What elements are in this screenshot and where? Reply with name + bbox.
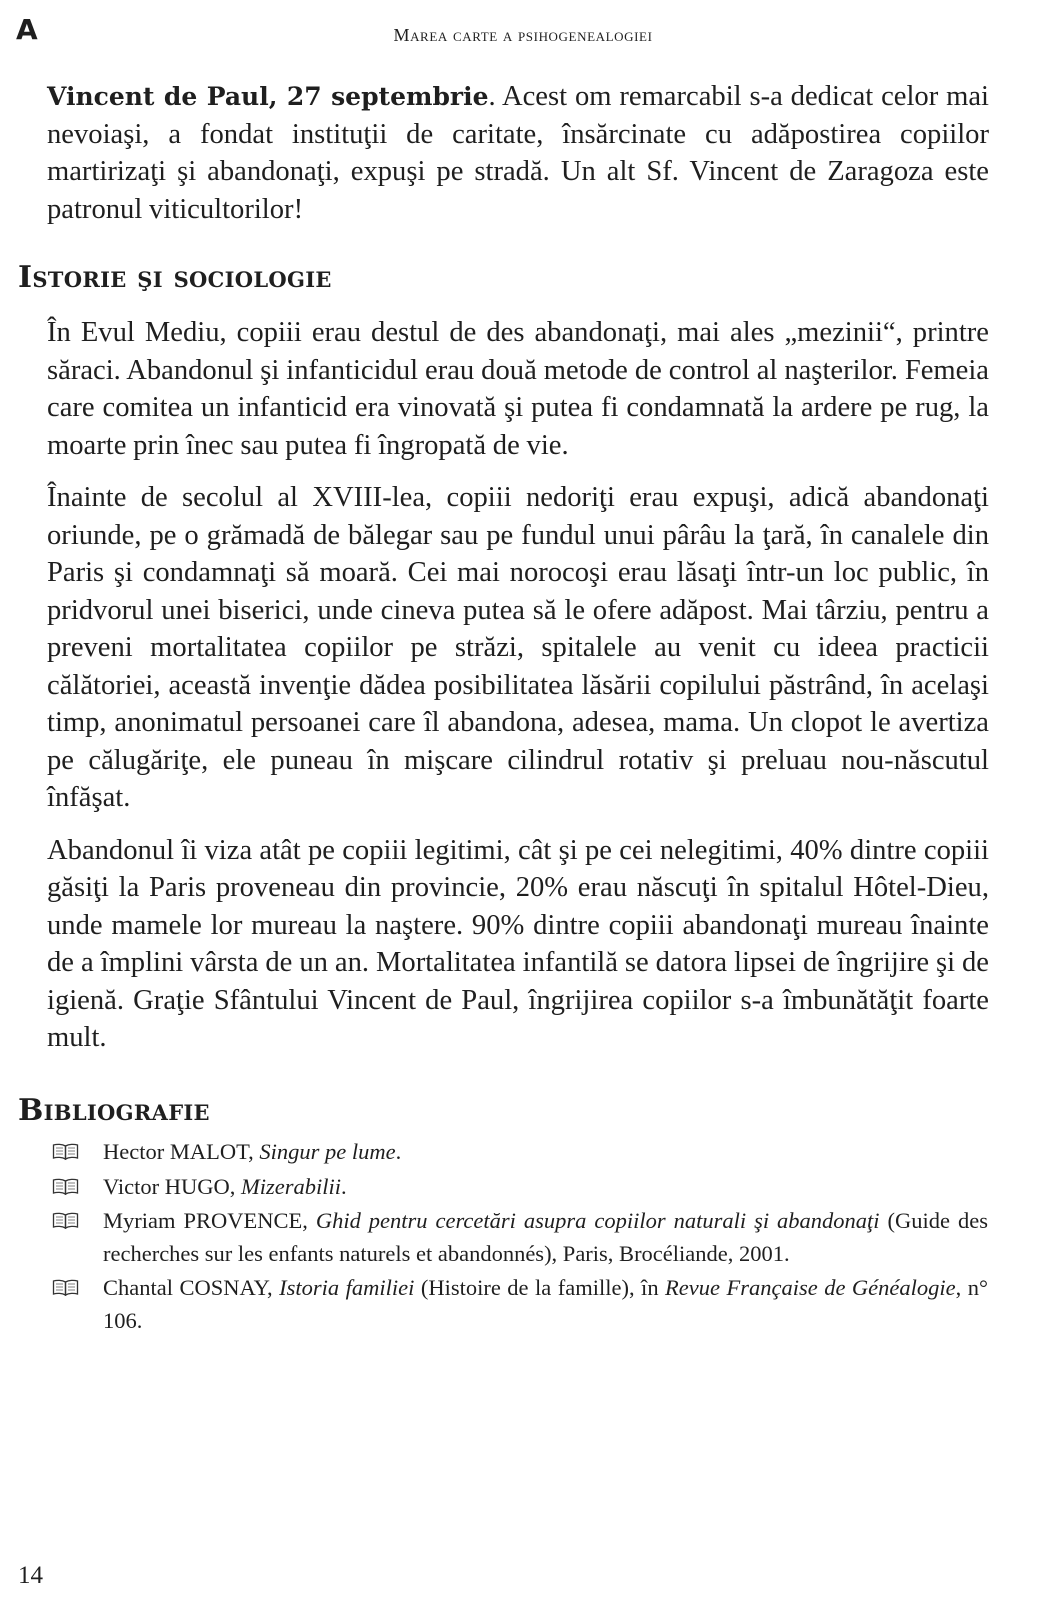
history-section — [47, 314, 989, 1057]
book-icon — [52, 1212, 79, 1230]
bibliography-item — [52, 1136, 988, 1169]
bibliography-item — [52, 1205, 988, 1270]
bib-middle: (Histoire de la famille), în — [414, 1275, 666, 1300]
intro-lead: Vincent de Paul, 27 septembrie — [47, 82, 489, 111]
bib-rest: . — [395, 1139, 402, 1164]
bib-author: Hector MALOT, — [103, 1139, 260, 1164]
bib-title: Singur pe lume — [259, 1139, 396, 1164]
history-paragraph-2: Înainte de secolul al XVIII-lea, copiii nedoriţi erau expuşi, adică abandonaţi oriunde, pe o grămadă de bălegar sau pe fundul unui pârâu la ţară, în canalele din Paris şi condamnaţi să moară. Cei mai norocoşi erau lăsaţi într-un loc public, în pridvorul unei biserici, unde cineva putea să le ofere adăpost. Mai târziu, pentru a preveni mortalitatea copiilor pe străzi, spitalele au venit cu ideea practicii călătoriei, această invenţie dădea posibilitatea lăsării copilului păstrând, în acelaşi timp, anonimatul persoanei care îl abandona, adesea, mama. Un clopot le avertiza pe călugăriţe, ele puneau în mişcare cilindrul rotativ şi preluau nou-născutul înfăşat. — [47, 482, 989, 813]
history-paragraph-3: Abandonul îi viza atât pe copiii legitimi, cât şi pe cei nelegitimi, 40% dintre copiii găsiţi la Paris proveneau din provincie, 20% erau născuţi în spitalul Hôtel-Dieu, unde mamele lor mureau la naştere. 90% dintre copiii abandonaţi mureau înainte de a împlini vârsta de un an. Mortalitatea infantilă se datora lipsei de îngrijire şi de igienă. Graţie Sfântului Vincent de Paul, îngrijirea copiilor s-a îmbunătăţit foarte mult. — [47, 834, 989, 1053]
section-heading-bibliography: Bibliografie — [18, 1093, 210, 1128]
bib-author: Victor HUGO, — [103, 1173, 241, 1199]
page-number: 14 — [18, 1562, 43, 1589]
book-icon — [52, 1143, 79, 1161]
bib-title: Ghid pentru cercetări asupra copiilor naturali şi abandonaţi — [315, 1208, 880, 1233]
running-header: Marea carte a psihogenealogiei — [393, 25, 653, 45]
intro-paragraph — [47, 78, 989, 228]
history-paragraph-1: În Evul Mediu, copiii erau destul de des abandonaţi, mai ales „mezinii“, printre săraci. Abandonul şi infanticidul erau două metode de control al naşterilor. Femeia care comitea un infanticid era vinovată şi putea fi condamnată la ardere pe rug, la moarte prin înec sau putea fi îngropată de vie. — [47, 317, 989, 461]
bib-author: Myriam PROVENCE, — [103, 1208, 316, 1233]
book-icon — [52, 1178, 79, 1196]
book-icon — [52, 1279, 79, 1297]
bibliography-item — [52, 1272, 988, 1337]
bib-rest: (Guide des recherches sur les enfants naturels et abandonnés), Paris, Brocéliande, 2001. — [103, 1208, 988, 1266]
intro-block — [47, 78, 989, 228]
bib-title: Istoria familiei — [279, 1275, 415, 1300]
bibliography-item — [52, 1171, 988, 1204]
chapter-letter: A — [16, 13, 38, 46]
section-heading-history: Istorie şi sociologie — [18, 260, 332, 295]
intro-text: . Acest om remarcabil s-a dedicat celor mai nevoiaşi, a fondat instituţii de caritate, însărcinate cu adăpostirea copiilor martirizaţi şi abandonaţi, expuşi pe stradă. Un alt Sf. Vincent de Zaragoza este patronul viticultorilor! — [47, 81, 990, 225]
bib-title: Mizerabilii — [241, 1173, 341, 1199]
bib-journal: Revue Française de Généalogie — [665, 1275, 956, 1300]
bibliography-list — [52, 1136, 988, 1339]
bib-rest: , n° 106. — [103, 1275, 988, 1333]
bib-rest: . — [341, 1173, 347, 1199]
bib-author: Chantal COSNAY, — [103, 1275, 280, 1300]
